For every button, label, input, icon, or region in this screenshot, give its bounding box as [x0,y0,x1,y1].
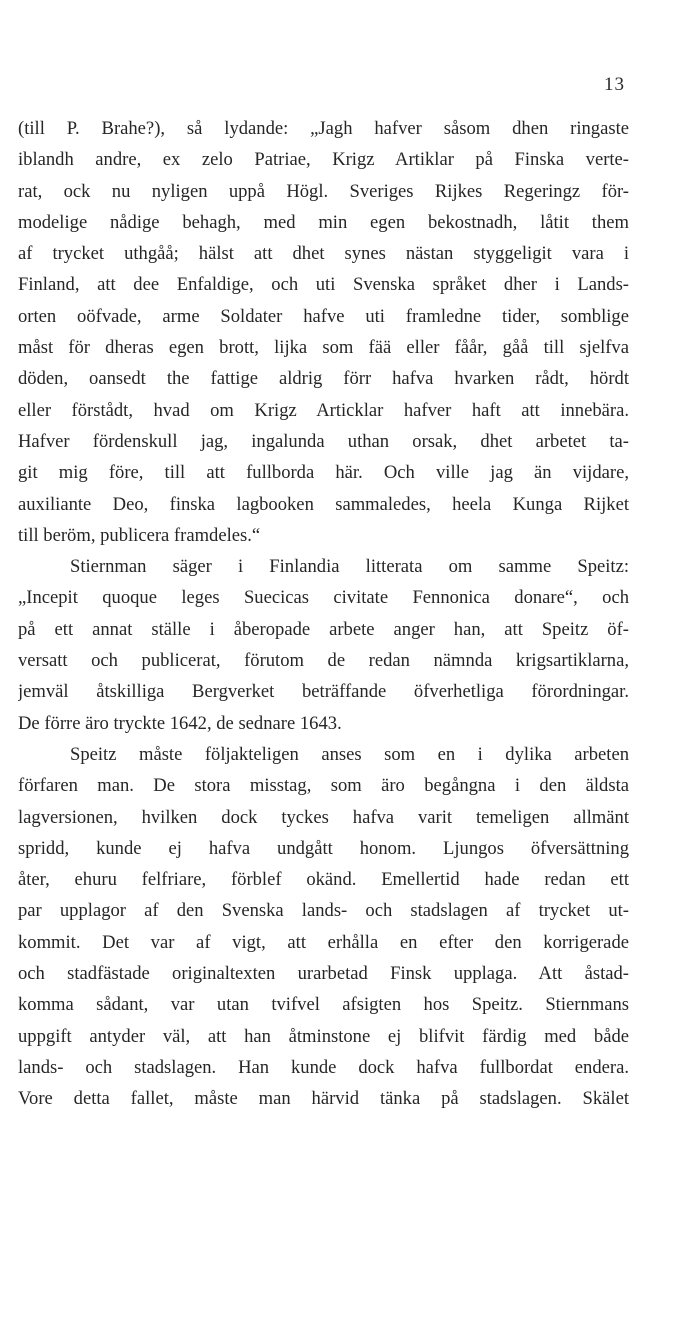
text-line: Vore detta fallet, måste man härvid tänka på stadslagen. Skälet [18,1088,629,1110]
text-line: auxiliante Deo, finska lagbooken sammaledes, heela Kunga Rijket [18,493,629,515]
text-line: måst för dheras egen brott, lijka som fää eller fåår, gåå till sjelfva [18,337,629,359]
text-line: De förre äro tryckte 1642, de sednare 1643. [18,712,342,734]
text-line: af trycket uthgåå; hälst att dhet synes nästan styggeligit vara i [18,243,629,265]
text-line: Hafver fördenskull jag, ingalunda uthan orsak, dhet arbetet ta- [18,430,629,452]
text-line: modelige nådige behagh, med min egen bekostnadh, låtit them [18,211,629,233]
text-line: (till P. Brahe?), så lydande: „Jagh hafver såsom dhen ringaste [18,118,629,139]
text-line: Finland, att dee Enfaldige, och uti Svenska språket dher i Lands- [18,274,629,296]
text-line: rat, ock nu nyligen uppå Högl. Sveriges Rijkes Regeringz för- [18,180,629,202]
text-line: kommit. Det var af vigt, att erhålla en efter den korrigerade [18,931,629,953]
text-line: orten oöfvade, arme Soldater hafve uti framledne tider, somblige [18,305,629,327]
text-line: spridd, kunde ej hafva undgått honom. Ljungos öfversättning [18,837,629,859]
text-line: på ett annat ställe i åberopade arbete anger han, att Speitz öf- [18,618,629,640]
text-line: förfaren man. De stora misstag, som äro begångna i den äldsta [18,775,629,797]
text-line: till beröm, publicera framdeles.“ [18,524,261,546]
text-line: Speitz måste följakteligen anses som en i dylika arbeten [70,743,629,765]
text-line: Stiernman säger i Finlandia litterata om samme Speitz: [70,556,629,578]
text-line: komma sådant, var utan tvifvel afsigten hos Speitz. Stiernmans [18,994,629,1016]
text-line: versatt och publicerat, förutom de redan nämnda krigsartiklarna, [18,650,629,672]
text-line: uppgift antyder väl, att han åtminstone ej blifvit färdig med både [18,1025,629,1047]
text-line: och stadfästade originaltexten urarbetad Finsk upplaga. Att åstad- [18,963,629,985]
text-line: eller förstådt, hvad om Krigz Articklar hafver haft att innebära. [18,399,629,421]
text-line: iblandh andre, ex zelo Patriae, Krigz Artiklar på Finska verte- [18,149,629,171]
body-text [18,113,629,1115]
page-number: 13 [604,74,625,95]
text-line: åter, ehuru felfriare, förblef okänd. Emellertid hade redan ett [18,869,629,891]
text-line: lagversionen, hvilken dock tyckes hafva varit temeligen allmänt [18,806,629,828]
text-line: „Incepit quoque leges Suecicas civitate Fennonica donare“, och [18,587,629,609]
text-line: git mig före, till att fullborda här. Och ville jag än vijdare, [18,462,629,484]
text-line: par upplagor af den Svenska lands- och stadslagen af trycket ut- [18,900,629,922]
text-line: lands- och stadslagen. Han kunde dock hafva fullbordat endera. [18,1056,629,1078]
text-line: döden, oansedt the fattige aldrig förr hafva hvarken rådt, hördt [18,368,629,390]
text-line: jemväl åtskilliga Bergverket beträffande öfverhetliga förordningar. [18,681,629,703]
